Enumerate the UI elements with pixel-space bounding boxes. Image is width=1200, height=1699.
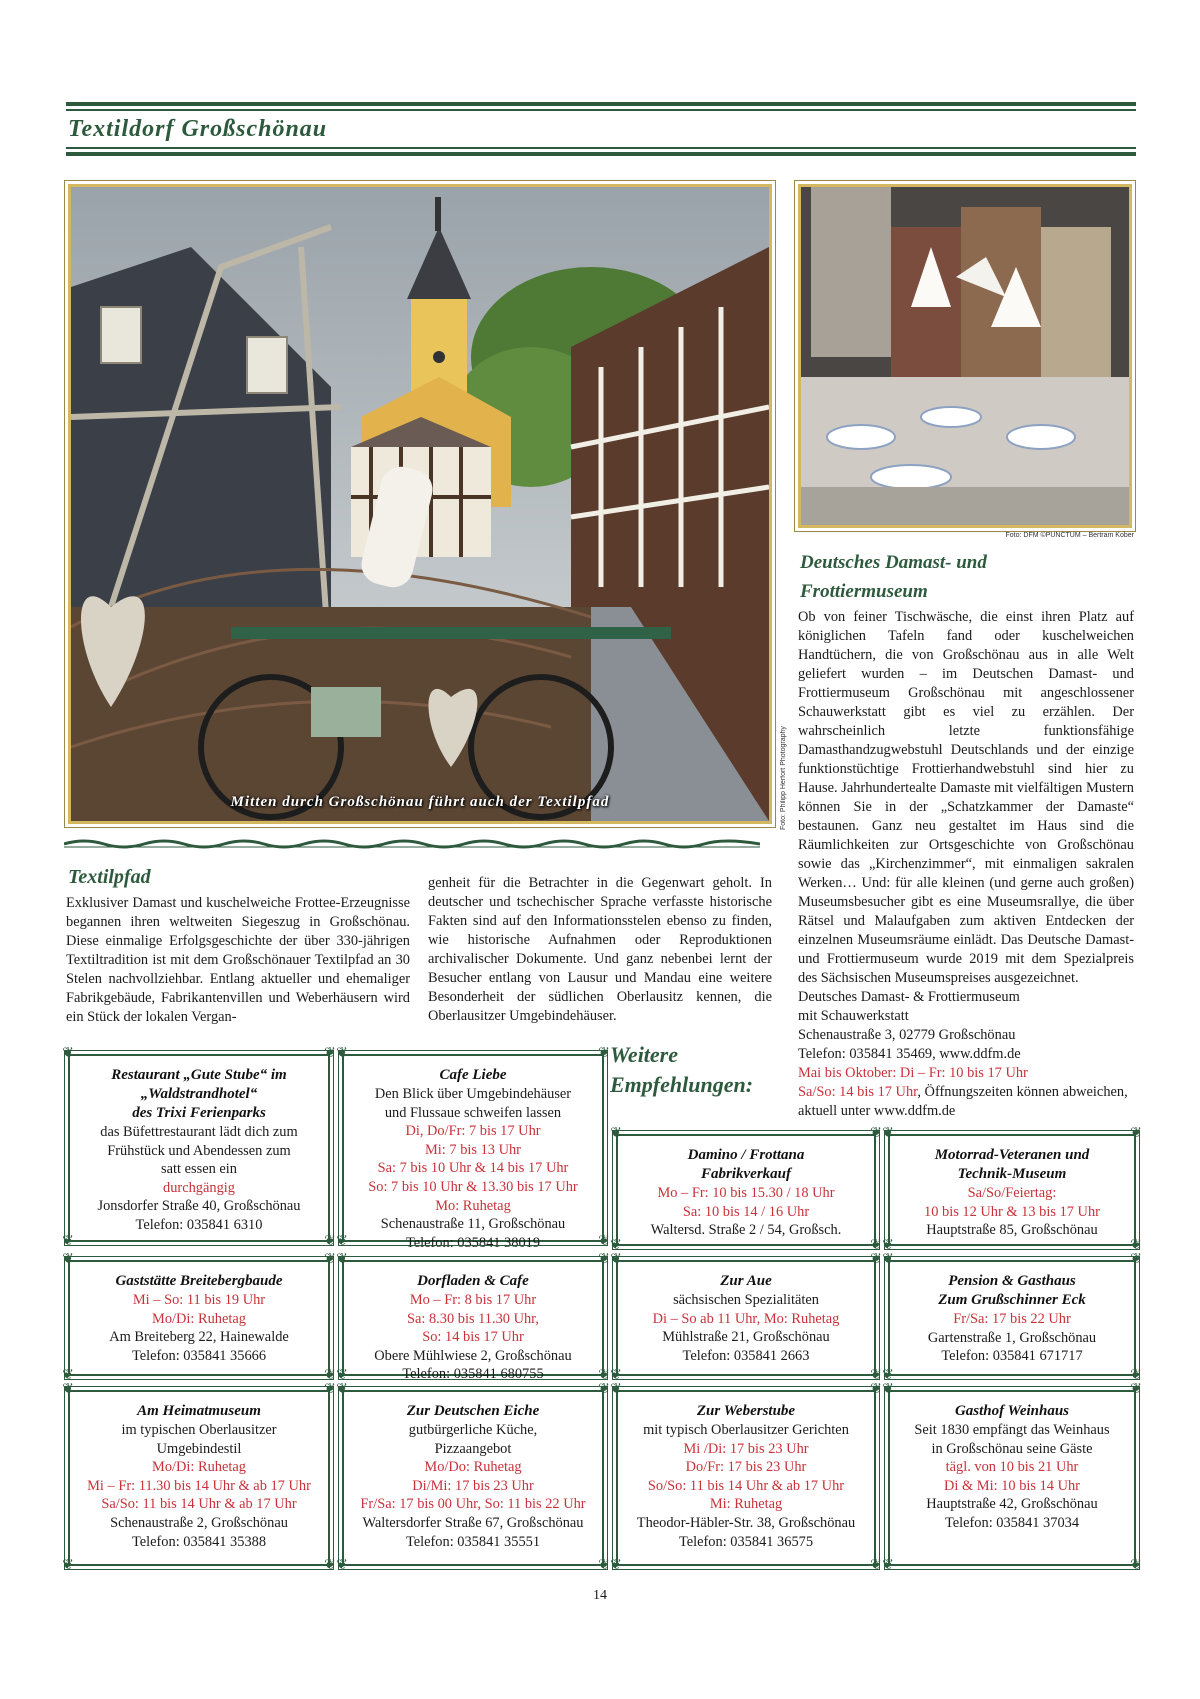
corner-ornament-icon: ❦	[610, 1126, 622, 1141]
card-title-line: Gasthof Weinhaus	[954, 1403, 1070, 1419]
corner-ornament-icon: ❦	[598, 1558, 610, 1573]
card-info-line: Waltersd. Straße 2 / 54, Großsch.	[650, 1222, 842, 1239]
card-title-line: Dorfladen & Cafe	[417, 1273, 529, 1289]
corner-ornament-icon: ❦	[336, 1234, 348, 1249]
card-title-line: Zur Deutschen Eiche	[406, 1403, 540, 1419]
card-title-line: Cafe Liebe	[439, 1067, 507, 1083]
card-hours-line: Sa: 7 bis 10 Uhr & 14 bis 17 Uhr	[377, 1160, 569, 1177]
card-hours-line: Do/Fr: 17 bis 23 Uhr	[685, 1459, 807, 1476]
card-info-line: Telefon: 035841 671717	[941, 1348, 1083, 1365]
corner-ornament-icon: ❦	[324, 1046, 336, 1061]
card-hours-line: So: 7 bis 10 Uhr & 13.30 bis 17 Uhr	[368, 1178, 578, 1195]
card-info-line: Waltersdorfer Straße 67, Großschönau	[362, 1514, 584, 1531]
card-hours-line: Mo/Di: Ruhetag	[152, 1310, 246, 1327]
corner-ornament-icon: ❦	[336, 1558, 348, 1573]
card-info-line: Schenaustraße 2, Großschönau	[110, 1514, 288, 1531]
recommendation-card	[336, 1252, 610, 1383]
textilpfad-heading: Textilpfad	[68, 866, 151, 888]
card-info-line: Telefon: 035841 680755	[402, 1366, 544, 1383]
recommendation-card	[62, 1252, 336, 1383]
corner-ornament-icon: ❦	[1130, 1558, 1142, 1573]
card-hours-line: So: 14 bis 17 Uhr	[422, 1329, 524, 1346]
corner-ornament-icon: ❦	[882, 1382, 894, 1397]
corner-ornament-icon: ❦	[610, 1382, 622, 1397]
recommendation-card	[882, 1126, 1142, 1253]
corner-ornament-icon: ❦	[610, 1238, 622, 1253]
card-info-line: Telefon: 035841 36575	[678, 1533, 814, 1550]
card-hours-line: Mi: Ruhetag	[709, 1496, 783, 1513]
card-hours-line: Mi – Fr: 11.30 bis 14 Uhr & ab 17 Uhr	[87, 1477, 311, 1494]
card-info-line: Den Blick über Umgebindehäuser	[374, 1086, 572, 1102]
corner-ornament-icon: ❦	[882, 1368, 894, 1383]
recommendation-card	[62, 1046, 336, 1249]
corner-ornament-icon: ❦	[336, 1046, 348, 1061]
corner-ornament-icon: ❦	[882, 1126, 894, 1141]
card-info-line: Telefon: 035841 6310	[135, 1216, 263, 1233]
page-title: Textildorf Großschönau	[68, 116, 328, 142]
corner-ornament-icon: ❦	[598, 1234, 610, 1249]
textilpfad-col2: genheit für die Betrachter in die Gegenwart geholt. In deutscher und tschechischer Sprache verfasste historische Fakten sind auf den Informationsstelen ebenso zu finden, wie historische Aufnahmen oder Reproduktionen archivalischer Dokumente. Und ganz nebenbei lernt der Besucher entlang von Lausur und Mandau eine weitere Besonderheit der südlichen Oberlausitz kennen, die Oberlausitzer Umgebindehäuser.	[428, 875, 772, 1024]
card-info-line: in Großschönau seine Gäste	[931, 1440, 1093, 1457]
card-info-line: und Flussaue schweifen lassen	[384, 1104, 562, 1121]
corner-ornament-icon: ❦	[870, 1238, 882, 1253]
header-rule-top-thin	[66, 109, 1136, 111]
card-title-line: Restaurant „Gute Stube“ im	[111, 1067, 287, 1083]
corner-ornament-icon: ❦	[882, 1558, 894, 1573]
card-info-line: Pizzaangebot	[434, 1440, 512, 1457]
card-info-line: Seit 1830 empfängt das Weinhaus	[914, 1422, 1110, 1438]
recommendation-card	[336, 1382, 610, 1573]
card-info-line: Umgebindestil	[156, 1440, 242, 1457]
header-rule-bottom	[66, 147, 1136, 149]
card-info-line: Schenaustraße 11, Großschönau	[380, 1216, 566, 1233]
card-info-line: Telefon: 035841 35666	[131, 1347, 267, 1364]
main-photo-credit: Foto: Philipp Herfort Photography	[780, 726, 787, 830]
card-info-line: Obere Mühlwiese 2, Großschönau	[374, 1347, 572, 1364]
corner-ornament-icon: ❦	[870, 1252, 882, 1267]
card-hours-line: Di & Mi: 10 bis 14 Uhr	[944, 1477, 1080, 1494]
card-hours-line: Fr/Sa: 17 bis 22 Uhr	[953, 1311, 1071, 1327]
card-hours-line: Mo: Ruhetag	[435, 1197, 511, 1214]
corner-ornament-icon: ❦	[62, 1382, 74, 1397]
corner-ornament-icon: ❦	[882, 1238, 894, 1253]
corner-ornament-icon: ❦	[870, 1558, 882, 1573]
corner-ornament-icon: ❦	[610, 1252, 622, 1267]
card-title-line: Am Heimatmuseum	[137, 1403, 261, 1419]
card-hours-line: tägl. von 10 bis 21 Uhr	[945, 1459, 1079, 1476]
card-info-line: Mühlstraße 21, Großschönau	[662, 1329, 830, 1346]
card-hours-line: Mo/Di: Ruhetag	[152, 1459, 246, 1476]
header-rule-bottom-thick	[66, 152, 1136, 156]
main-photo-caption: Mitten durch Großschönau führt auch der Textilpfad	[230, 794, 610, 810]
museum-exhibit-image	[801, 187, 1129, 525]
card-info-line: gutbürgerliche Küche,	[408, 1422, 538, 1438]
card-info-line: sächsischen Spezialitäten	[673, 1292, 819, 1308]
corner-ornament-icon: ❦	[62, 1252, 74, 1267]
recommendation-card	[610, 1126, 882, 1253]
card-title-line: Fabrikverkauf	[701, 1166, 791, 1182]
page-number: 14	[593, 1588, 607, 1603]
card-info-line: Theodor-Häbler-Str. 38, Großschönau	[636, 1514, 856, 1531]
card-info-line: Telefon: 035841 35551	[405, 1533, 541, 1550]
corner-ornament-icon: ❦	[62, 1558, 74, 1573]
corner-ornament-icon: ❦	[62, 1234, 74, 1249]
corner-ornament-icon: ❦	[610, 1558, 622, 1573]
card-info-line: das Büfettrestaurant lädt dich zum	[100, 1124, 298, 1140]
corner-ornament-icon: ❦	[1130, 1126, 1142, 1141]
card-title-line: Zur Aue	[720, 1273, 772, 1289]
card-hours-line: Mo – Fr: 10 bis 15.30 / 18 Uhr	[657, 1185, 835, 1201]
card-hours-line: 10 bis 12 Uhr & 13 bis 17 Uhr	[924, 1203, 1100, 1220]
recommendation-card	[610, 1382, 882, 1573]
corner-ornament-icon: ❦	[1130, 1368, 1142, 1383]
corner-ornament-icon: ❦	[870, 1382, 882, 1397]
corner-ornament-icon: ❦	[336, 1368, 348, 1383]
card-hours-line: Sa/So/Feiertag:	[967, 1185, 1057, 1201]
corner-ornament-icon: ❦	[324, 1558, 336, 1573]
corner-ornament-icon: ❦	[1130, 1252, 1142, 1267]
card-hours-line: Di/Mi: 17 bis 23 Uhr	[412, 1477, 534, 1494]
card-info-line: Am Breiteberg 22, Hainewalde	[109, 1329, 289, 1346]
museum-photo-credit: Foto: DFM ©PUNCTUM – Bertram Kober	[1005, 532, 1134, 539]
card-info-line: Telefon: 035841 37034	[944, 1514, 1080, 1531]
card-title-line: Damino / Frottana	[687, 1147, 805, 1163]
museum-photo	[798, 184, 1132, 528]
header-rule-top	[66, 102, 1136, 106]
corner-ornament-icon: ❦	[610, 1368, 622, 1383]
card-hours-line: Sa: 10 bis 14 / 16 Uhr	[682, 1203, 810, 1220]
museum-heading: Deutsches Damast- und Frottiermuseum	[800, 552, 987, 602]
card-hours-line: Mo – Fr: 8 bis 17 Uhr	[409, 1292, 537, 1308]
recommendation-card	[336, 1046, 610, 1251]
corner-ornament-icon: ❦	[1130, 1238, 1142, 1253]
card-info-line: Telefon: 035841 35388	[131, 1533, 267, 1550]
card-hours-line: durchgängig	[163, 1179, 235, 1196]
card-hours-line: Mi: 7 bis 13 Uhr	[425, 1141, 521, 1158]
card-info-line: mit typisch Oberlausitzer Gerichten	[643, 1422, 849, 1438]
card-title-line: des Trixi Ferienparks	[132, 1105, 266, 1121]
weitere-empfehlungen-heading: Weitere Empfehlungen:	[610, 1042, 754, 1097]
textilpfad-col1: Exklusiver Damast und kuschelweiche Frottee-Erzeugnisse begannen ihren weltweiten Siegeszug in Großschönau. Diese einmalige Erfolgsgeschichte der über 330-jährigen Textiltradition ist mit dem Großschönauer Textilpfad an 30 Stelen nachvollziehbar. Entlang aktueller und ehemaliger Fabrikgebäude, Fabrikantenvillen und Weberhäusern wird ein Stück der lokalen Vergan-	[66, 895, 410, 1025]
recommendation-card	[882, 1252, 1142, 1383]
card-title-line: Pension & Gasthaus	[948, 1273, 1076, 1289]
card-info-line: Telefon: 035841 38019	[405, 1234, 541, 1251]
corner-ornament-icon: ❦	[324, 1382, 336, 1397]
corner-ornament-icon: ❦	[324, 1252, 336, 1267]
card-title-line: Zum Grußschinner Eck	[938, 1292, 1086, 1308]
corner-ornament-icon: ❦	[324, 1368, 336, 1383]
card-hours-line: Sa: 8.30 bis 11.30 Uhr,	[406, 1310, 539, 1327]
card-info-line: Hauptstraße 42, Großschönau	[926, 1496, 1098, 1513]
card-title-line: Motorrad-Veteranen und	[934, 1147, 1090, 1163]
corner-ornament-icon: ❦	[870, 1126, 882, 1141]
corner-ornament-icon: ❦	[598, 1046, 610, 1061]
card-title-line: „Waldstrandhotel“	[140, 1086, 258, 1102]
main-photo	[68, 184, 772, 824]
card-hours-line: Di – So ab 11 Uhr, Mo: Ruhetag	[652, 1310, 840, 1327]
recommendation-card	[882, 1382, 1142, 1573]
card-hours-line: Di, Do/Fr: 7 bis 17 Uhr	[405, 1123, 541, 1140]
corner-ornament-icon: ❦	[598, 1382, 610, 1397]
card-info-line: satt essen ein	[161, 1161, 237, 1178]
card-title-line: Zur Weberstube	[696, 1403, 796, 1419]
card-hours-line: Mo/Do: Ruhetag	[424, 1459, 522, 1476]
corner-ornament-icon: ❦	[336, 1382, 348, 1397]
corner-ornament-icon: ❦	[598, 1252, 610, 1267]
card-info-line: im typischen Oberlausitzer	[121, 1422, 277, 1438]
card-hours-line: Mi /Di: 17 bis 23 Uhr	[683, 1440, 809, 1457]
corner-ornament-icon: ❦	[882, 1252, 894, 1267]
ornament-divider	[64, 838, 760, 850]
card-info-line: Frühstück und Abendessen zum	[107, 1142, 291, 1159]
museum-text: Ob von feiner Tischwäsche, die einst ihren Platz auf königlichen Tafeln fand oder kuschelweichen Handtüchern, die von Großschönau aus in alle Welt geliefert wurden – im Deutschen Damast- und Frottiermuseum Großschönau mit angeschlossener Schauwerkstatt gibt es viel zu erzählen. Der wahrscheinlich letzte funktionsfähige Damasthandzugwebstuhl Deutschlands und der einzige funktionstüchtige Frottierhandwebstuhl sind hier zu Hause. Jahrhundertealte Damaste mit vielfältigen Mustern können Sie in der „Schatzkammer der Damaste“ bestaunen. Ganz neu gestaltet im Haus sind die Räumlichkeiten zur Ortsgeschichte von Großschönau sowie das „Kirchenzimmer“, mit einmaligen sakralen Werken… Und: für alle kleinen (und gerne auch großen) Museumsbesucher gibt es eine Museumsrallye, die über Rätsel und Malaufgaben zum aktiven Entdecken der einzelnen Museumsräume einlädt. Das Deutsche Damast- und Frottiermuseum wurde 2019 mit dem Spezialpreis des Sächsischen Museumspreises ausgezeichnet. Deutsches Damast- & Frottiermuseum mit Schauwerkstatt Schenaustraße 3, 02779 Großschönau Telefon: 035841 35469, www.ddfm.de Mai bis Oktober: Di – Fr: 10 bis 17 Uhr Sa/So: 14 bis 17 Uhr, Öffnungszeiten können abweichen, aktuell unter www.ddfm.de	[798, 609, 1134, 1119]
corner-ornament-icon: ❦	[336, 1252, 348, 1267]
recommendation-card	[610, 1252, 882, 1383]
card-info-line: Telefon: 035841 2663	[682, 1347, 810, 1364]
card-info-line: Jonsdorfer Straße 40, Großschönau	[97, 1198, 301, 1215]
card-info-line: Gartenstraße 1, Großschönau	[927, 1329, 1097, 1346]
corner-ornament-icon: ❦	[870, 1368, 882, 1383]
card-hours-line: Sa/So: 11 bis 14 Uhr & ab 17 Uhr	[101, 1496, 297, 1513]
card-hours-line: So/So: 11 bis 14 Uhr & ab 17 Uhr	[647, 1477, 845, 1494]
card-hours-line: Fr/Sa: 17 bis 00 Uhr, So: 11 bis 22 Uhr	[360, 1496, 586, 1513]
corner-ornament-icon: ❦	[598, 1368, 610, 1383]
card-hours-line: Mi – So: 11 bis 19 Uhr	[132, 1292, 266, 1308]
recommendation-card	[62, 1382, 336, 1573]
card-info-line: Hauptstraße 85, Großschönau	[926, 1222, 1098, 1239]
corner-ornament-icon: ❦	[1130, 1382, 1142, 1397]
village-street-image	[71, 187, 769, 821]
corner-ornament-icon: ❦	[62, 1046, 74, 1061]
corner-ornament-icon: ❦	[324, 1234, 336, 1249]
card-title-line: Gaststätte Breitebergbaude	[115, 1273, 283, 1289]
corner-ornament-icon: ❦	[62, 1368, 74, 1383]
card-title-line: Technik-Museum	[957, 1166, 1067, 1182]
